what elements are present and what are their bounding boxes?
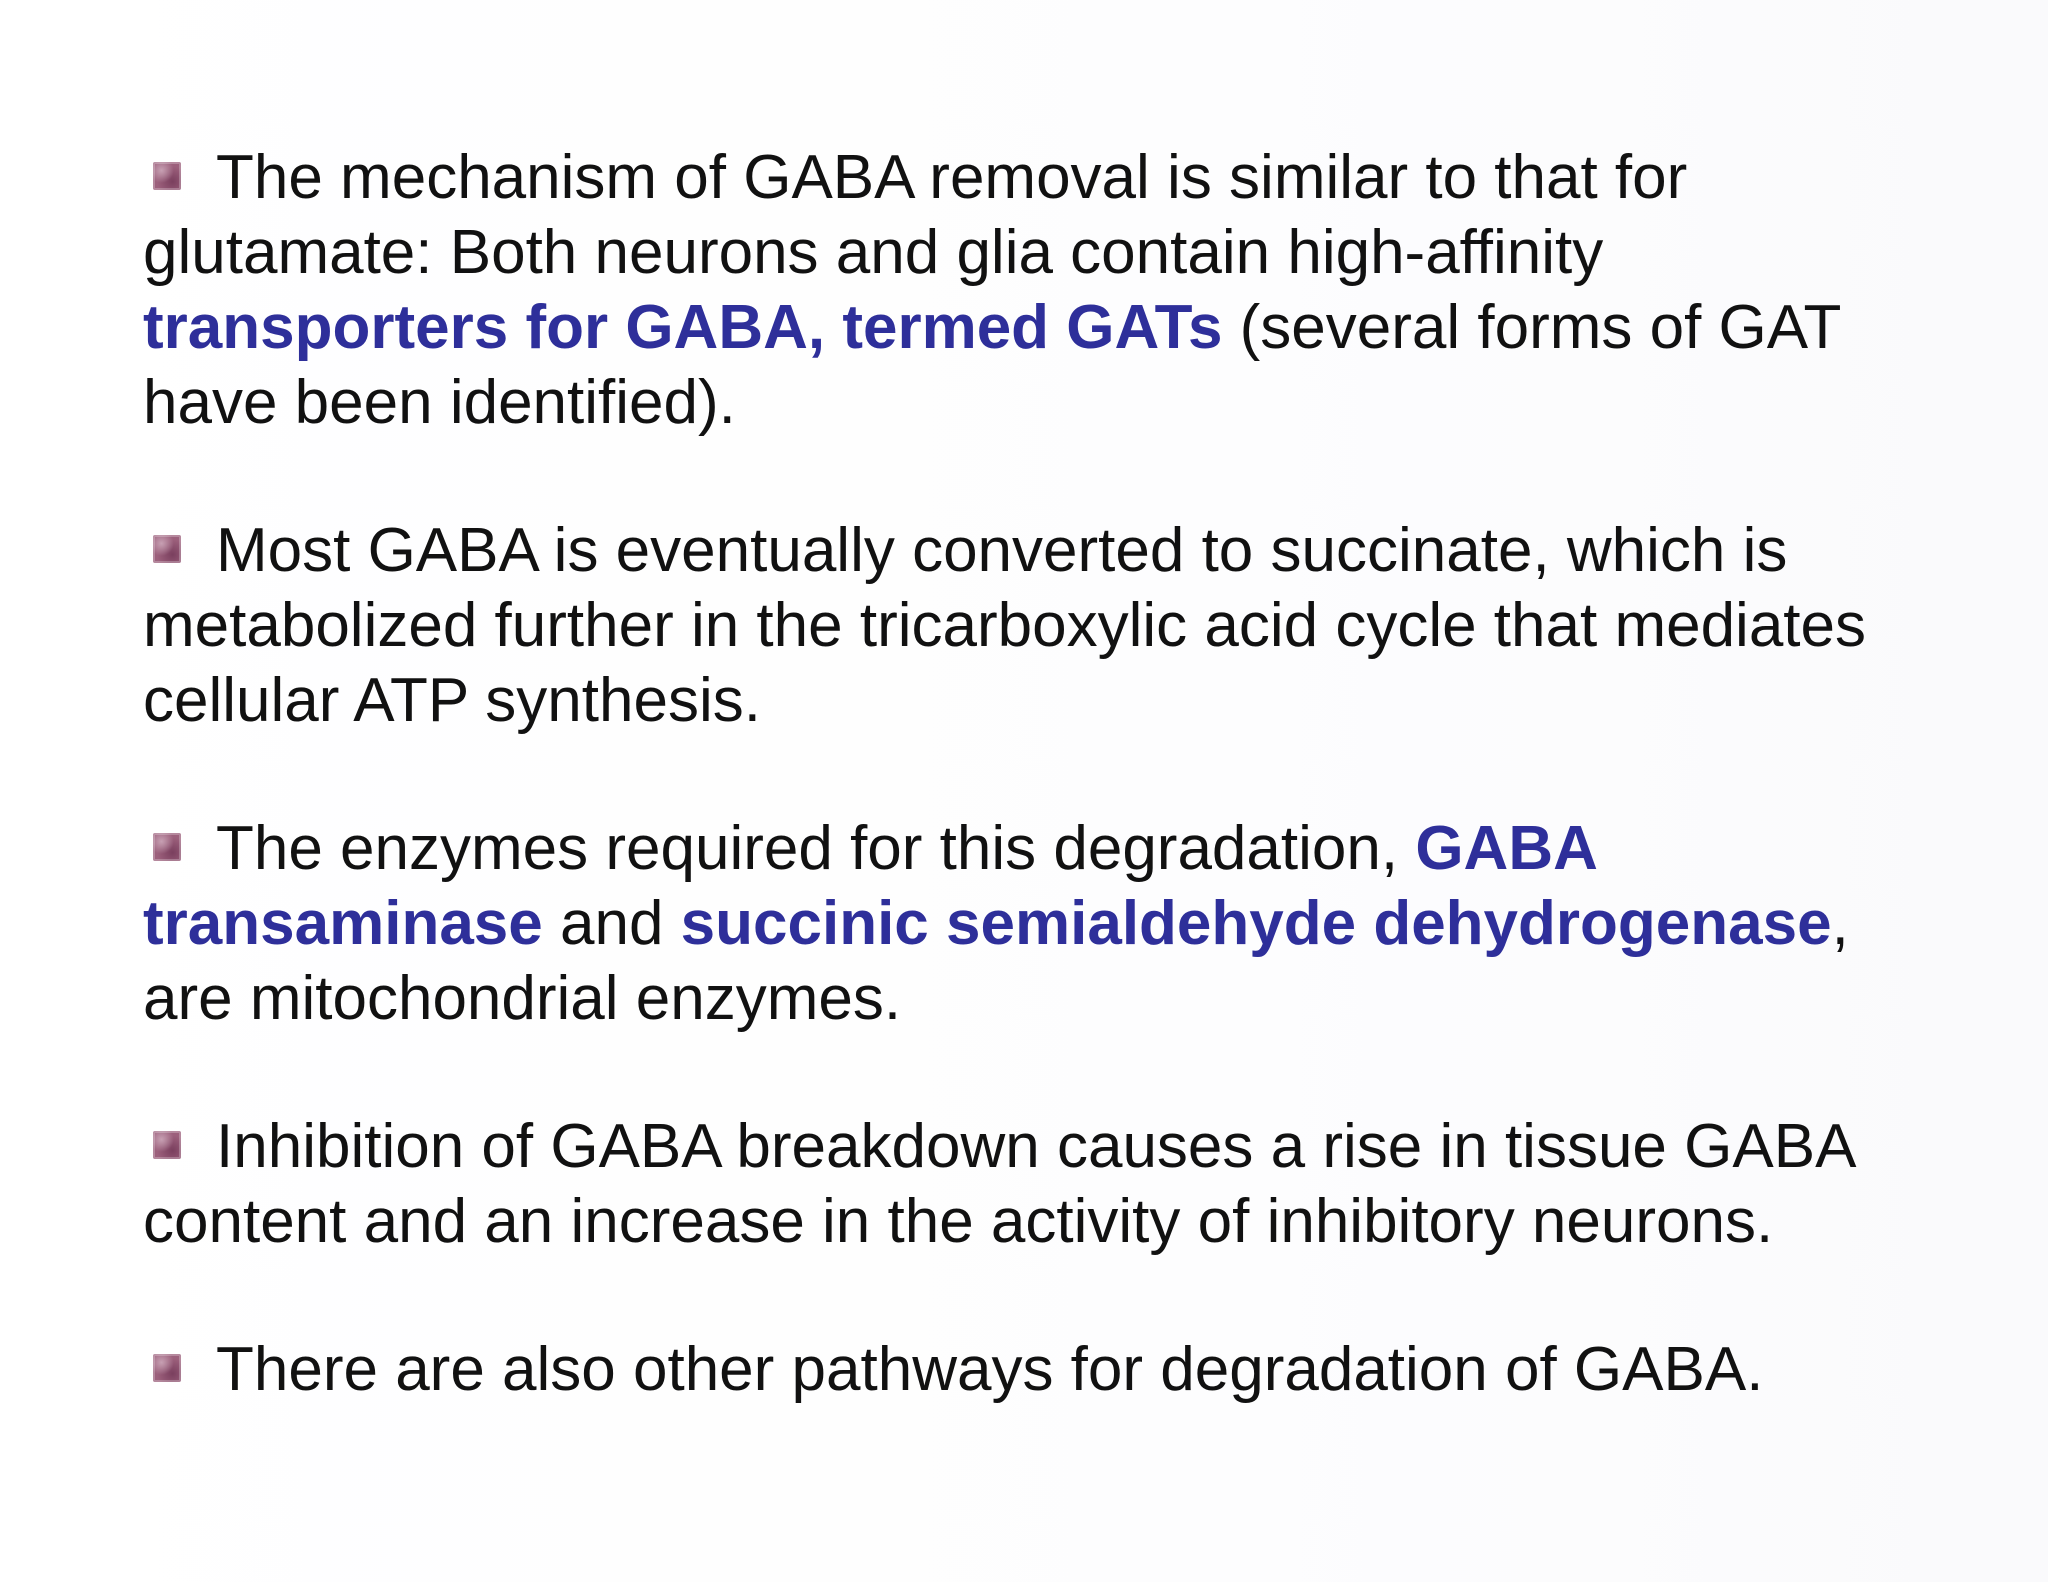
- bullet-4-text: Inhibition of GABA breakdown causes a rise in tissue GABA content and an increase in the activity of inhibitory neurons.: [143, 1112, 1854, 1256]
- bullet-list: [143, 140, 1903, 1480]
- bullet-item-other-pathways: [143, 1332, 1903, 1407]
- square-bullet-icon: [153, 535, 181, 563]
- bullet-item-inhibition: [143, 1109, 1903, 1259]
- bullet-item-gaba-removal: [143, 140, 1903, 440]
- bullet-3-text-end: , are mitochondrial enzymes.: [143, 889, 1849, 1033]
- square-bullet-icon: [153, 1131, 181, 1159]
- bullet-3-highlight-ssadh: succinic semialdehyde dehydrogenase: [680, 889, 1832, 958]
- square-bullet-icon: [153, 162, 181, 190]
- bullet-3-highlight-gaba-transaminase: GABA transaminase: [143, 814, 1596, 958]
- bullet-1-highlight-transporters: transporters for GABA, termed GATs: [143, 293, 1223, 362]
- square-bullet-icon: [153, 1354, 181, 1382]
- bullet-3-text-and: and: [542, 889, 681, 958]
- bullet-3-text: The enzymes required for this degradation,: [216, 814, 1416, 883]
- bullet-item-succinate: [143, 513, 1903, 738]
- bullet-2-text: Most GABA is eventually converted to succinate, which is metabolized further in the tricarboxylic acid cycle that mediates cellular ATP synthesis.: [143, 516, 1867, 735]
- bullet-1-text-end: (several forms of GAT have been identified).: [143, 293, 1841, 437]
- bullet-5-text: There are also other pathways for degradation of GABA.: [216, 1335, 1764, 1404]
- bullet-1-text: The mechanism of GABA removal is similar to that for glutamate: Both neurons and glia contain high-affinity: [143, 143, 1688, 287]
- square-bullet-icon: [153, 833, 181, 861]
- bullet-item-enzymes: [143, 811, 1903, 1036]
